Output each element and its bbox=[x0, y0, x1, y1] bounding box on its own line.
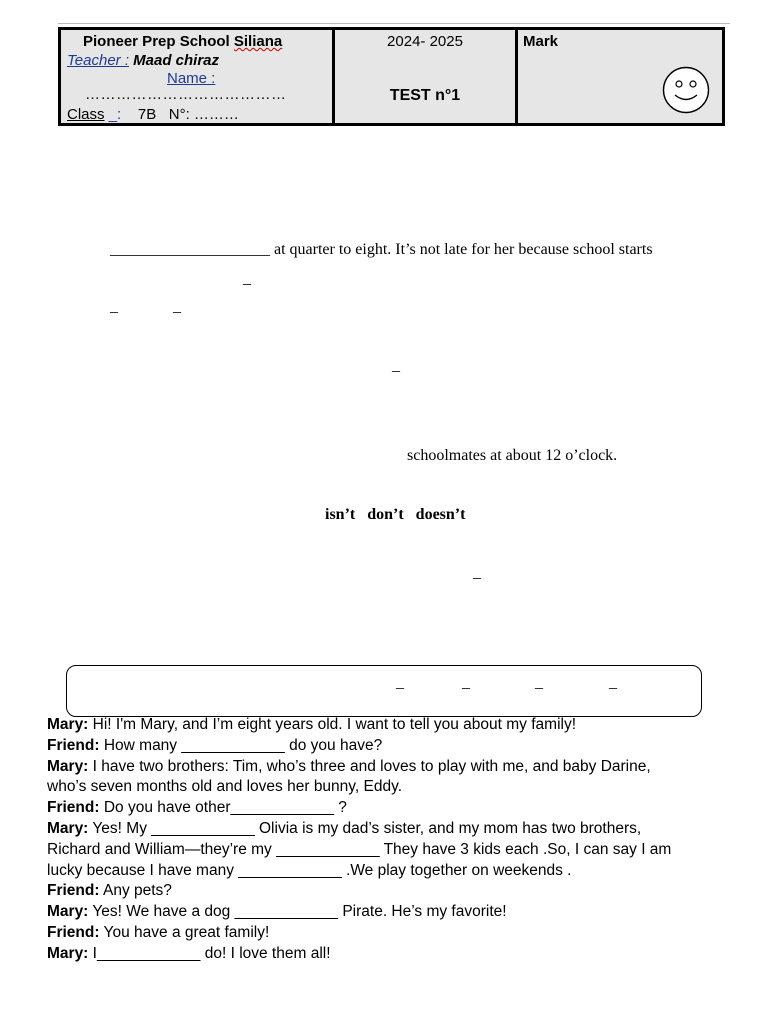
dialogue-text: who’s seven months old and loves her bunny, Eddy. bbox=[47, 778, 402, 796]
dialogue-text: Richard and William—they’re my ____________ They have 3 kids each .So, I can say I am bbox=[47, 840, 672, 858]
header-mark-cell bbox=[518, 30, 722, 123]
word-choices: isn’t don’t doesn’t bbox=[325, 506, 466, 523]
class-line bbox=[67, 106, 239, 123]
word-bank-dash: _ bbox=[535, 674, 543, 691]
speaker: Mary: bbox=[47, 944, 89, 962]
blank-dash: _ bbox=[243, 270, 251, 287]
dialogue bbox=[47, 715, 737, 965]
text-line-arrival: ____________________ at quarter to eight. It’s not late for her because school starts bbox=[110, 241, 653, 258]
speaker: Friend: bbox=[47, 736, 100, 754]
word-bank-dash: _ bbox=[396, 674, 404, 691]
header-test-cell bbox=[335, 30, 518, 123]
word-bank-dash: _ bbox=[609, 674, 617, 691]
speaker: Mary: bbox=[47, 757, 89, 775]
blank-dash: _ bbox=[392, 357, 400, 374]
mark-label: Mark bbox=[523, 33, 559, 50]
dialogue-line bbox=[47, 902, 737, 923]
dialogue-line bbox=[47, 757, 737, 778]
header-table bbox=[58, 27, 725, 126]
blank-dash: _ bbox=[473, 564, 481, 581]
dialogue-text: I have two brothers: Tim, who’s three and loves to play with me, and baby Darine, bbox=[88, 757, 651, 775]
dialogue-line bbox=[47, 715, 737, 736]
school-name-main: Pioneer Prep School bbox=[83, 33, 234, 50]
dialogue-line bbox=[47, 861, 737, 882]
teacher-line bbox=[67, 52, 219, 69]
speaker: Mary: bbox=[47, 819, 89, 837]
dialogue-line bbox=[47, 944, 737, 965]
dialogue-line bbox=[47, 881, 737, 902]
class-value: 7B bbox=[137, 106, 157, 123]
dialogue-line bbox=[47, 798, 737, 819]
school-year: 2024- 2025 bbox=[387, 33, 463, 50]
class-label: Class bbox=[67, 106, 105, 123]
dialogue-line bbox=[47, 923, 737, 944]
speaker: Mary: bbox=[47, 903, 89, 921]
dialogue-text: Any pets? bbox=[99, 882, 172, 900]
speaker: Friend: bbox=[47, 923, 100, 941]
dialogue-text: I____________ do! I love them all! bbox=[88, 944, 331, 962]
school-name-town: Siliana bbox=[233, 33, 283, 50]
speaker: Mary: bbox=[47, 716, 89, 733]
dialogue-line bbox=[47, 736, 737, 757]
header-info-cell bbox=[61, 30, 335, 123]
dialogue-text: Yes! My ____________ Olivia is my dad’s sister, and my mom has two brothers, bbox=[88, 819, 642, 837]
class-separator: _: bbox=[104, 106, 126, 123]
dialogue-line bbox=[47, 819, 737, 840]
smiley-face-icon bbox=[662, 66, 710, 114]
name-field[interactable]: ………………………………… bbox=[85, 86, 287, 103]
teacher-name: Maad chiraz bbox=[129, 52, 220, 69]
number-field[interactable]: N°: ……… bbox=[168, 106, 239, 123]
dialogue-text: lucky because I have many ____________ .We play together on weekends . bbox=[47, 861, 572, 879]
speaker: Friend: bbox=[47, 799, 100, 817]
text-line-schoolmates: schoolmates at about 12 o’clock. bbox=[407, 447, 618, 464]
dialogue-text: You have a great family! bbox=[99, 923, 270, 941]
blank-dash: _ bbox=[110, 298, 118, 315]
school-name bbox=[83, 33, 282, 50]
dialogue-line bbox=[47, 777, 737, 798]
dialogue-line bbox=[47, 840, 737, 861]
word-bank-box bbox=[66, 665, 702, 717]
name-label: Name : bbox=[167, 70, 216, 87]
blank-dash: _ bbox=[173, 298, 181, 315]
speaker: Friend: bbox=[47, 882, 100, 900]
dialogue-text: Yes! We have a dog ____________ Pirate. He’s my favorite! bbox=[88, 903, 507, 921]
dialogue-text: How many ____________ do you have? bbox=[99, 736, 383, 754]
top-rule bbox=[58, 23, 730, 24]
test-title: TEST n°1 bbox=[389, 87, 461, 104]
word-bank-dash: _ bbox=[462, 674, 470, 691]
dialogue-text: Hi! I'm Mary, and I’m eight years old. I want to tell you about my family! bbox=[88, 716, 577, 733]
teacher-label: Teacher : bbox=[67, 52, 129, 69]
dialogue-text: Do you have other____________ ? bbox=[99, 799, 347, 817]
